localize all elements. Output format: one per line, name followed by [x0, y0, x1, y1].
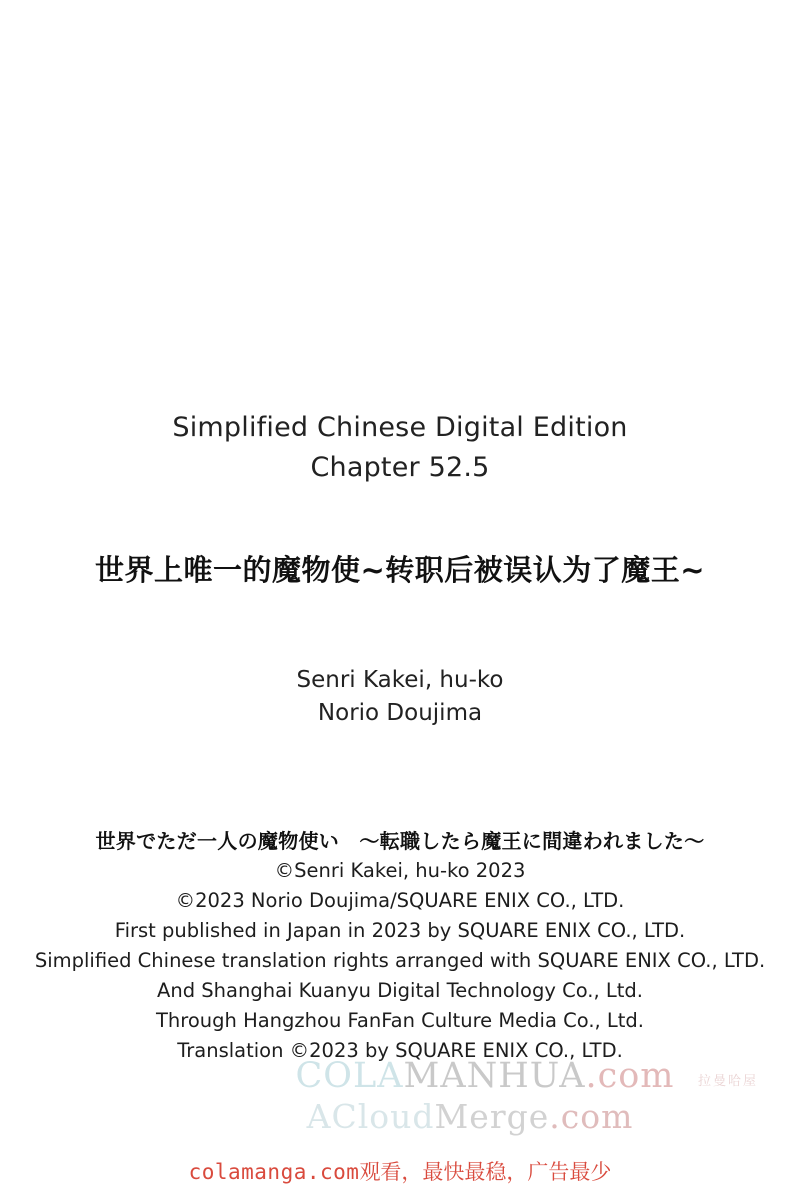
- author-block: [0, 664, 800, 730]
- watermark-domain: .com: [585, 1056, 675, 1096]
- copyright-line: ©Senri Kakei, hu-ko 2023: [274, 859, 526, 882]
- author-line-1: Senri Kakei, hu-ko: [296, 667, 504, 693]
- edition-title: Simplified Chinese Digital Edition: [172, 412, 628, 443]
- watermark-domain-2: .com: [549, 1097, 634, 1136]
- copyright-line: ©2023 Norio Doujima/SQUARE ENIX CO., LTD.: [175, 889, 625, 912]
- footer-site-name: colamanga.com: [188, 1160, 360, 1184]
- watermark-acloud: ACloud: [306, 1097, 435, 1136]
- watermark-manhua: MANHUA: [403, 1056, 586, 1096]
- footer-promo-text: 观看，最快最稳，广告最少: [359, 1160, 612, 1184]
- copyright-line: Through Hangzhou FanFan Culture Media Co., Ltd.: [155, 1009, 644, 1032]
- chapter-number: Chapter 52.5: [310, 452, 490, 483]
- copyright-block: [0, 826, 800, 1066]
- edition-block: [0, 408, 800, 488]
- author-line-2: Norio Doujima: [317, 700, 483, 726]
- series-title-chinese: 世界上唯一的魔物使~转职后被误认为了魔王~: [94, 553, 706, 587]
- copyright-line: Translation ©2023 by SQUARE ENIX CO., LTD.: [177, 1039, 623, 1062]
- watermark-stamp: 拉曼哈屋: [697, 1074, 758, 1089]
- copyright-line: Simplified Chinese translation rights arranged with SQUARE ENIX CO., LTD.: [34, 949, 766, 972]
- watermark-cola: COLA: [295, 1056, 404, 1096]
- series-title-japanese: 世界でただ一人の魔物使い ～転職したら魔王に間違われました～: [95, 829, 705, 853]
- copyright-line: And Shanghai Kuanyu Digital Technology Co., Ltd.: [157, 979, 643, 1002]
- footer-promo: [0, 1158, 800, 1186]
- copyright-line: First published in Japan in 2023 by SQUARE ENIX CO., LTD.: [114, 919, 686, 942]
- watermark-merge: Merge: [434, 1097, 550, 1136]
